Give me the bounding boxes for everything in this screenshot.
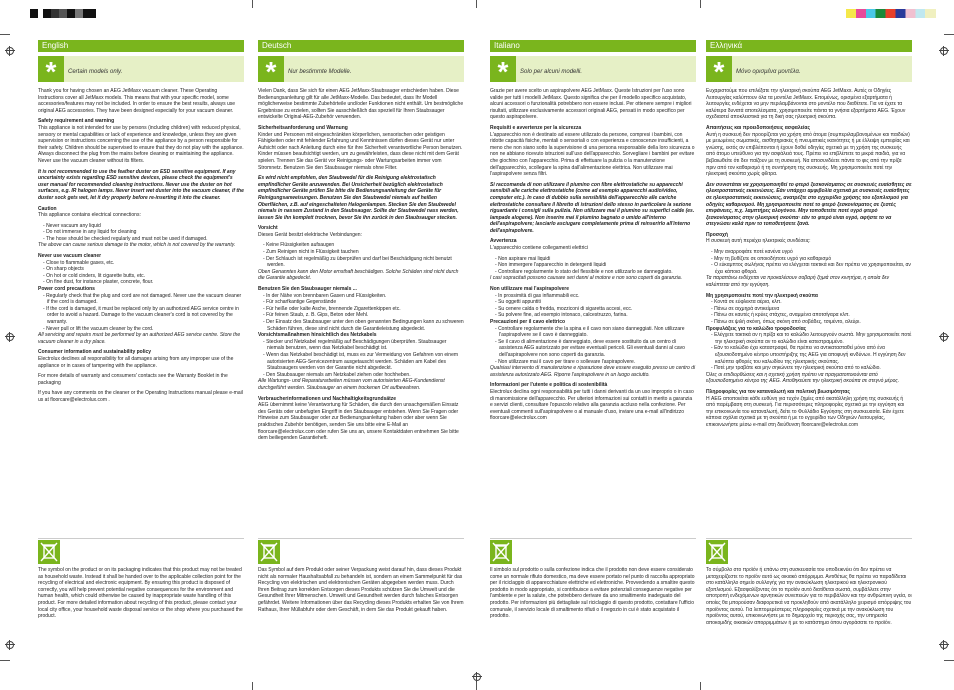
bullet-list <box>706 299 912 325</box>
section-heading: Avvertenza <box>490 238 517 245</box>
section-heading: Sicherheitsanforderung und Warnung <box>258 124 348 131</box>
list-item: - Πάνω σε αιχμηρά αντικείμενα <box>711 306 912 313</box>
list-item: - On hot or cold cinders, lit cigarette butts, etc. <box>43 273 244 280</box>
section-heading: Requisiti e avvertenze per la sicurezza <box>490 124 582 131</box>
bullet-list <box>258 293 464 333</box>
bullet-list <box>490 293 696 319</box>
bullet-list <box>706 332 912 372</box>
bullet-list <box>38 260 244 286</box>
section-heading: Non utilizzare mai l'aspirapolvere <box>490 286 569 293</box>
asterisk-icon: * <box>258 56 284 82</box>
color-calibration-bar-right <box>846 9 936 18</box>
models-note-text: Nur bestimmte Modelle. <box>288 69 352 75</box>
list-item: - Μην τη βυθίζετε σε οποιοδήποτε υγρό για καθαρισμό <box>711 256 912 263</box>
paragraph: Electrolux declines all responsibility for all damages arising from any improper use of the appliance or in cases of tampering with the appliance. <box>38 355 234 369</box>
models-note-text: Certain models only. <box>68 69 123 75</box>
list-item: - Controllare regolarmente che la spina e il cavo non siano danneggiati. Non utilizzare l'aspirapolvere se il cavo è danneggiato. <box>495 326 696 339</box>
list-item: - Keine Flüssigkeiten aufsaugen <box>263 242 464 249</box>
section-heading: Precauzioni per il cavo elettrico <box>490 319 566 325</box>
crop-mark <box>0 660 10 661</box>
column-english <box>38 40 244 408</box>
disposal-text: Το σύμβολο στο προϊόν ή επάνω στη συσκευασία του υποδεικνύει ότι δεν πρέπει να μεταχειρίζεστε το προϊόν αυτό ως οικιακό απόρριμμα. Αντιθέτως θα πρέπει να παραδίδεται στο κατάλληλο σημείο συλλογής για την ανακύκλωση ηλεκτρικού και ηλεκτρονικού εξοπλισμού. Εξασφαλίζοντας ότι το προϊόν αυτό διατίθεται σωστά, συμβάλλετε στην αποτροπή ενδεχόμενων αρνητικών συνεπειών για το περιβάλλον και την ανθρώπινη υγεία, οι οποίες θα μπορούσαν διαφορετικά να προκληθούν από ακατάλληλο χειρισμό απόρριψης του προϊόντος αυτού. Για λεπτομερέστερες πληροφορίες σχετικά με την ανακύκλωση του προϊόντος αυτού, επικοινωνήστε με το δημαρχείο της περιοχής σας, την υπηρεσία αποκομιδής οικιακών απορριμμάτων ή με το κατάστημα όπου αγοράσατε το προϊόν. <box>706 567 912 626</box>
paragraph: Ευχαριστούμε που επιλέξατε την ηλεκτρική σκούπα AEG JetMaxx. Αυτές οι Οδηγίες Λειτουργίας καλύπτουν όλα τα μοντέλα JetMaxx. Επομένως, ορισμένα εξαρτήματα ή λειτουργίες ενδέχεται να μην περιλαμβάνονται στο μοντέλο που διαθέτετε. Για να έχετε τα καλύτερα δυνατά αποτελέσματα, χρησιμοποιείτε πάντα τα γνήσια εξαρτήματα AEG. Έχουν σχεδιαστεί αποκλειστικά για τη δική σας ηλεκτρική σκούπα. <box>706 88 906 121</box>
registration-mark <box>939 46 949 56</box>
disposal-section-italiano <box>490 540 696 638</box>
paragraph: Dieses Gerät besitzt elektrische Verbindungen: <box>258 231 362 238</box>
section-heading: Απαιτήσεις και προειδοποιήσεις ασφαλείας <box>706 124 811 131</box>
section-divider <box>706 538 912 539</box>
paragraph: This appliance is not intended for use by persons (including children) with reduced physical, sensory or mental capabilities or lack of experience and knowledge, unless they are given supervision or instructions concerning the use of the appliance by a person responsible for their safety. Children should be supervised to ensure that they do not play with the appliance. Always disconnect the plug from the mains before cleaning or maintaining the appliance. Never use the vacuum cleaner without its filters. <box>38 124 244 164</box>
section-divider <box>38 538 244 539</box>
list-item: - Ο εύκαμπτος σωλήνας πρέπει να ελέγχεται τακτικά και δεν πρέπει να χρησιμοποιείται, αν έχει κάποια φθορά. <box>711 262 912 275</box>
bullet-list <box>258 242 464 268</box>
list-item: - Μην αναρροφάτε ποτέ κανένα υγρό <box>711 249 912 256</box>
list-item: - Für heiße oder kalte Asche, brennende Zigarettenkippen etc. <box>263 306 464 313</box>
crop-mark <box>700 682 701 690</box>
models-note-text: Μόνο ορισμένα μοντέλα. <box>736 69 801 75</box>
crossed-bin-icon <box>490 540 512 564</box>
disposal-text: Das Symbol auf dem Produkt oder seiner Verpackung weist darauf hin, dass dieses Produkt nicht als normaler Haushaltsabfall zu behandeln ist, sondern an einem Sammelpunkt für das Recycling von elektrischen und elektronischen Geräten abgegeben werden muss. Durch Ihren Beitrag zum korrekten Entsorgen dieses Produkts schützen Sie die Umwelt und die Gesundheit Ihrer Mitmenschen. Umwelt und Gesundheit werden durch falsches Entsorgen gefährdet. Weitere Informationen über das Recycling dieses Produkts erhalten Sie von Ihrem Rathaus, Ihrer Müllabfuhr oder dem Geschäft, in dem Sie das Produkt gekauft haben. <box>258 567 464 613</box>
crossed-bin-icon <box>258 540 280 564</box>
list-item: - Zum Reinigen nicht in Flüssigkeit tauchen <box>263 249 464 256</box>
list-item: - Non aspirare mai liquidi <box>495 256 696 263</box>
paragraph: Η AEG αποποιείται κάθε ευθύνη για τυχόν ζημίες από ακατάλληλη χρήση της συσκευής ή από παρέμβαση στη συσκευή. Για περισσότερες πληροφορίες σχετικά με την εγγύηση και την επικοινωνία του καταναλωτή, δείτε το Φυλλάδιο Εγγύησης στη συσκευασία. Εάν έχετε κάποια σχόλια σχετικά με τη σκούπα ή με το εγχειρίδιο των Οδηγιών Λειτουργίας, επικοινωνήστε μέσω e-mail στη διεύθυνση floorcare@electrolux.com <box>706 395 905 428</box>
registration-mark <box>939 332 949 342</box>
crop-mark <box>252 0 253 8</box>
disposal-text: The symbol on the product or on its packaging indicates that this product may not be treated as household waste. Instead it shall be handed over to the applicable collection point for the recycling of electrical and electronic equipment. By ensuring this product is disposed of correctly, you will help prevent potential negative consequences for the environment and human health, which could otherwise be caused by inappropriate waste handling of this product. For more detailed information about recycling of this product, please contact your local city office, your household waste disposal service or the shop where you purchased the product. <box>38 567 243 620</box>
bullet-list <box>258 339 464 379</box>
crossed-bin-icon <box>706 540 728 564</box>
bullet-list <box>38 223 244 243</box>
list-item: - Πάνω σε καυτές ή κρύες στάχτες, αναμμένα αποτσίγαρα κλπ. <box>711 312 912 319</box>
note-paragraph: Τα παραπάνω ενδέχεται να προκαλέσουν σοβαρή ζημιά στον κινητήρα, η οποία δεν καλύπτεται από την εγγύηση. <box>706 275 890 289</box>
crossed-bin-icon <box>38 540 60 564</box>
language-header: Italiano <box>490 40 696 52</box>
crop-mark <box>252 682 253 690</box>
language-header: English <box>38 40 244 52</box>
paragraph: Thank you for having chosen an AEG JetMaxx vacuum cleaner. These Operating Instructions cover all JetMaxx models. This means that with your specific model, some accessories/features may not be included. In order to ensure the best results, always use original AEG accessories. They have been designed especially for your vacuum cleaner. <box>38 88 236 114</box>
list-item: - Su cenere calda o fredda, mozziconi di sigaretta accesi, ecc. <box>495 306 696 313</box>
disposal-section-english <box>38 540 244 638</box>
section-heading: Safety requirement and warning <box>38 118 115 125</box>
list-item: - On sharp objects <box>43 266 244 273</box>
section-heading: Consumer information and sustainability policy <box>38 349 152 356</box>
list-item: - Se il cavo di alimentazione è danneggiato, deve essere sostituito da un centro di assistenza AEG autorizzato per evitare eventuali pericoli. Gli eventuali danni al cavo dell'aspirapolvere non sono coperti da garanzia. <box>495 339 696 359</box>
column-ellinika <box>706 40 912 433</box>
registration-mark <box>5 46 15 56</box>
list-item: - Controllare regolarmente lo stato del flessibile e non utilizzarlo se danneggiato. <box>495 269 696 276</box>
list-item: - Never vacuum any liquid <box>43 223 244 230</box>
section-heading: Προφυλάξεις για το καλώδιο τροφοδοσίας <box>706 325 807 332</box>
models-note <box>490 56 696 87</box>
paragraph: Kinder und Personen mit eingeschränkten körperlichen, sensorischen oder geistigen Fähigkeiten oder mit fehlender Erfahrung und Kenntnissen dürfen dieses Gerät nur unter Aufsicht oder nach Anleitung durch eine für ihre Sicherheit verantwortliche Person benutzen. Kinder müssen beaufsichtigt werden, um zu gewährleisten, dass diese nicht mit dem Gerät spielen. Trennen Sie das Gerät vor Reinigungs- oder Wartungsarbeiten immer vom Stromnetz. Benutzen Sie den Staubsauger niemals ohne Filter. <box>258 131 463 171</box>
paragraph: Αυτή η συσκευή δεν προορίζεται για χρήση από άτομα (συμπεριλαμβανομένων και παιδιών) με μειωμένες σωματικές, αισθητηριακές ή πνευματικές ικανότητες ή με έλλειψη εμπειρίας και γνώσης, εκτός αν επιβλέπονται ή έχουν δοθεί οδηγίες σχετικά με τη χρήση της συσκευής από άτομο υπεύθυνο για την ασφάλειά τους. Πρέπει να επιβλέπετε τα μικρά παιδιά, για να βεβαιωθείτε ότι δεν παίζουν με τη συσκευή. Να αποσυνδέετε πάντα το φις από την πρίζα πριν από τον καθαρισμό ή τη συντήρηση της συσκευής. Μη χρησιμοποιείτε ποτέ την ηλεκτρική σκούπα χωρίς φίλτρα. <box>706 131 910 178</box>
models-note-text: Solo per alcuni modelli. <box>520 69 583 75</box>
warning-paragraph: Δεν συνιστάται να χρησιμοποιηθεί το φτερό ξεσκονίσματος σε συσκευές ευαίσθητες σε ηλεκτροστατικές εκκενώσεις. Εάν υπάρχει αμφιβολία σχετικά με συσκευές ευαίσθητες σε ηλεκτροστατικές εκκενώσεις, ανατρέξτε στο εγχειρίδιο χρήσης του εξοπλισμού για οδηγίες καθαρισμού. Μη χρησιμοποιείτε ποτέ το φτερό ξεσκονίσματος σε ζεστές επιφάνειες, π.χ. λαμπτήρες αλογόνου. Μην τοποθετείτε ποτέ υγρό φτερό ξεσκονίσματος στην ηλεκτρική σκούπα· εάν το φτερό είναι υγρό, αφήστε το να στεγνώσει καλά πριν το τοποθετήσετε ξανά. <box>706 181 912 228</box>
list-item: - On fine dust, for instance plaster, concrete, flour. <box>43 279 244 286</box>
list-item: - In prossimità di gas infiammabili ecc. <box>495 293 696 300</box>
registration-mark <box>5 332 15 342</box>
column-body <box>706 88 912 429</box>
column-italiano <box>490 40 696 426</box>
list-item: - Regularly check that the plug and cord are not damaged. Never use the vacuum cleaner if the cord is damaged. <box>43 293 244 306</box>
section-heading: Informazioni per l'utente e politica di sostenibilità <box>490 382 608 389</box>
paragraph: AEG übernimmt keine Verantwortung für Schäden, die durch den unsachgemäßen Einsatz des Geräts oder unbefugten Eingriff in den Staubsauger entstehen. Wenn Sie Fragen oder Hinweise zum Staubsauger oder zur Bedienungsanleitung haben oder aber wenn Sie praktisches Zubehör benötigen, senden Sie uns bitte eine E-Mail an floorcare@electrolux.com oder rufen Sie uns an, unsere Kontaktdaten entnehmen Sie bitte dem beiliegenden Garantieheft. <box>258 402 459 442</box>
column-body <box>490 88 696 422</box>
list-item: - Close to flammable gases, etc. <box>43 260 244 267</box>
paragraph: This appliance contains electrical connections: <box>38 212 141 219</box>
asterisk-icon: * <box>706 56 732 82</box>
section-heading: Vorsicht <box>258 225 278 232</box>
crop-mark <box>476 682 477 690</box>
list-item: - Stecker und Netzkabel regelmäßig auf Beschädigungen überprüfen. Staubsauger niemals benutzen, wenn das Netzkabel beschädigt ist. <box>263 339 464 352</box>
paragraph: L'apparecchio non è destinato ad essere utilizzato da persone, compresi i bambini, con ridotte capacità fisiche, mentali o sensoriali o con esperienza e conoscenze insufficienti, a meno che non siano sotto la supervisione di una persona responsabile della loro sicurezza o non ne abbiano ricevuto istruzioni sull'uso dell'apparecchio. Sorvegliare i bambini per evitare che giochino con l'apparecchio. Prima di effettuare la pulizia o la manutenzione dell'apparecchio, scollegare la spina dall'alimentazione elettrica. Non utilizzare mai l'aspirapolvere senza filtri. <box>490 131 695 178</box>
list-item: - Πάνω σε ψιλή σκόνη, όπως σκόνη από σοβάδες, τσιμέντο, αλεύρι. <box>711 319 912 326</box>
models-note <box>258 56 464 87</box>
note-paragraph: Qualsiasi intervento di manutenzione e riparazione deve essere eseguito presso un centro di assistenza autorizzato AEG. Riporre l'aspirapolvere in un luogo asciutto. <box>490 365 696 378</box>
color-calibration-bar-left <box>30 9 96 18</box>
asterisk-icon: * <box>490 56 516 82</box>
bullet-list <box>490 256 696 276</box>
list-item: - Never pull or lift the vacuum cleaner by the cord. <box>43 326 244 333</box>
paragraph: Grazie per avere scelto un aspirapolvere AEG JetMaxx. Queste Istruzioni per l'uso sono valide per tutti i modelli JetMaxx. Questo significa che per il modello specifico acquistato, alcuni accessori o funzionalità potrebbero non essere inclusi. Per ottenere sempre i migliori risultati, utilizzare esclusivamente accessori originali AEG, pensati in modo specifico per questo aspirapolvere. <box>490 88 692 121</box>
disposal-text: Il simbolo sul prodotto o sulla confezione indica che il prodotto non deve essere considerato come un normale rifiuto domestico, ma deve essere portato nel punto di raccolta appropriato per il riciclaggio di apparecchiature elettriche ed elettroniche. Provvedendo a smaltire questo prodotto in modo appropriato, si contribuisce a evitare potenziali conseguenze negative per l'ambiente e per la salute, che potrebbero derivare da uno smaltimento inadeguato del prodotto. Per informazioni più dettagliate sul riciclaggio di questo prodotto, contattare l'ufficio comunale, il servizio locale di smaltimento rifiuti o il negozio in cui è stato acquistato il prodotto. <box>490 567 695 620</box>
language-header: Deutsch <box>258 40 464 52</box>
warning-paragraph: Si raccomanda di non utilizzare il piumino con fibre elettrostatiche su apparecchi sensibili alle cariche elettrostatiche (come ad esempio apparecchi audio/video, computer etc.). In caso di dubbio sulla sensibilità dell'apparecchio alle cariche elettrostatiche consultare il libretto di istruzioni dello stesso in particolare la sezione riguardante i consigli sulla pulizia. Non utilizzare mai il piumino su superfici calde (es. lampade alogene). Non inserire mai il piumino bagnato o umido all'interno dell'aspirapolvere; lasciarlo asciugare completamente prima di reinserirlo all'interno dell'aspirapolvere. <box>490 181 695 234</box>
paragraph: Electrolux declina ogni responsabilità per tutti i danni derivanti da un uso improprio o in caso di manomissione dell'apparecchio. Per ulteriori informazioni sui contatti in merito a garanzia e servizi clienti, consultare l'opuscolo relativo alla garanzia accluso nella confezione. Per eventuali commenti sull'aspirapolvere o al manuale d'uso, inviare una e-mail all'indirizzo floorcare@electrolux.com <box>490 388 694 422</box>
models-note <box>706 56 912 87</box>
section-heading: Power cord precautions <box>38 286 95 293</box>
list-item: - Do not immerse in any liquid for cleaning <box>43 229 244 236</box>
list-item: - Ελέγχετε τακτικά αν η πρίζα και το καλώδιο λειτουργούν σωστά. Μην χρησιμοποιείτε ποτέ την ηλεκτρική σκούπα αν το καλώδιο είναι κατεστραμμένο. <box>711 332 912 345</box>
section-heading: Verbraucherinformationen und Nachhaltigkeitsgrundsätze <box>258 395 397 402</box>
list-item: - Non utilizzare mai il cavo per tirare o sollevare l'aspirapolvere. <box>495 359 696 366</box>
asterisk-icon: * <box>38 56 64 82</box>
list-item: - Su oggetti appuntiti <box>495 299 696 306</box>
list-item: - Der Einsatz des Staubsauger unter den oben genannten Bedingungen kann zu schweren Schäden führen, diese sind nicht durch die Garantieleistung abgedeckt. <box>263 319 464 332</box>
registration-mark <box>5 640 15 650</box>
note-paragraph: Όλες οι επιδιορθώσεις και η σχετική χρήση πρέπει να πραγματοποιούνται από εξουσιοδοτημένο κέντρο της AEG. Αποθηκεύετε την ηλεκτρική σκούπα σε στεγνό μέρος. <box>706 371 900 385</box>
list-item: - The hose should be checked regularly and must not be used if damaged. <box>43 236 244 243</box>
list-item: - Κοντά σε εύφλεκτα αέρια, κλπ. <box>711 299 912 306</box>
bullet-list <box>38 293 244 333</box>
crop-mark <box>944 660 954 661</box>
registration-mark <box>939 640 949 650</box>
note-paragraph: The above can cause serious damage to the motor, which is not covered by the warranty. <box>38 242 236 249</box>
note-paragraph: Oben Genanntes kann den Motor ernsthaft beschädigen. Solche Schäden sind nicht durch die Garantie abgedeckt. <box>258 268 459 282</box>
bullet-list <box>706 249 912 275</box>
section-heading: Πληροφορίες για τον καταναλωτή και πολιτική βιωσιμότητας <box>706 388 850 395</box>
note-paragraph: Alle Wartungs- und Reparaturarbeiten müssen vom autorisierten AEG-Kundendienst durchgeführt werden. Staubsauger an einem trockenen Ort aufbewahren. <box>258 378 445 391</box>
section-heading: Vorsichtsmaßnahmen hinsichtlich des Netzkabels <box>258 332 377 339</box>
warning-paragraph: Es wird nicht empfohlen, den Staubwedel für die Reinigung elektrostatisch empfindlicher Geräte anzuwenden. Bei Unsicherheit bezüglich elektrostatisch empfindlicher Geräte prüfen Sie bitte die Bedienungsanleitung der Geräte für Reinigungsanweisungen. Benutzen Sie den Staubwedel niemals auf heißen Oberflächen, z.B. auf eingeschalteten Halogenlampen. Stecken Sie den Staubwedel niemals in nassem Zustand in den Staubsauger. Sollte der Staubwedel nass werden, lassen Sie ihn komplett trocknen, bevor Sie ihn zurück in den Staubsauger stecken. <box>258 175 459 221</box>
paragraph: If you have any comments on the cleaner or the Operating Instructions manual please e-mail us at floorcare@electrolux.com . <box>38 390 243 403</box>
crop-mark <box>944 34 954 35</box>
list-item: - Non immergere l'apparecchio in detergenti liquidi <box>495 262 696 269</box>
list-item: - Su polvere fine, ad esempio intonaco, calcestruzzo, farina. <box>495 312 696 319</box>
disposal-section-ellinika <box>706 540 912 638</box>
list-item: - In der Nähe von brennbaren Gasen und Flüssigkeiten. <box>263 293 464 300</box>
column-body <box>258 88 464 442</box>
paragraph: For more details of warranty and consumers' contacts see the Warranty Booklet in the packaging <box>38 373 228 386</box>
list-item: - Der Schlauch ist regelmäßig zu überprüfen und darf bei Beschädigung nicht benutzt werden. <box>263 256 464 269</box>
column-body <box>38 88 244 404</box>
bullet-list <box>490 326 696 366</box>
note-paragraph: All servicing and repairs must be performed by an authorized AEG service centre. Store the vacuum cleaner in a dry place. <box>38 332 241 345</box>
models-note <box>38 56 244 87</box>
language-header: Ελληνικά <box>706 40 912 52</box>
paragraph: L'apparecchio contiene collegamenti elettrici <box>490 245 588 252</box>
section-divider <box>490 538 696 539</box>
section-heading: Caution <box>38 205 57 212</box>
paragraph: Vielen Dank, dass Sie sich für einen AEG JetMaxx-Staubsauger entschieden haben. Diese Bedienungsanleitung gilt für alle JetMaxx-Modelle. Das bedeutet, dass Ihr Modell möglicherweise bestimmte Zubehörteile und/oder Funktionen nicht enthält. Um bestmögliche Ergebnisse zu erzielen, sollten Sie ausschließlich das speziell für Ihren Staubsauger entwickelte Original-AEG-Zubehör verwenden. <box>258 88 464 121</box>
crop-mark <box>476 0 477 8</box>
paragraph: Η συσκευή αυτή περιέχει ηλεκτρικές συνδέσεις: <box>706 238 811 245</box>
section-heading: Benutzen Sie den Staubsauger niemals ... <box>258 286 357 293</box>
list-item: - Wenn das Netzkabel beschädigt ist, muss es zur Vermeidung von Gefahren von einem autorisierten AEG-Servicezentrum ausgetauscht werden. Schäden am Kabel des Staubsaugers werden von der Garantie nicht abgedeckt. <box>263 352 464 372</box>
list-item: - If the cord is damaged, it must be replaced only by an authorized AEG service centre in order to avoid a hazard. Damage to the vacuum cleaner's cord is not covered by the warranty. <box>43 306 244 326</box>
warning-paragraph: It is not recommended to use the feather duster on ESD sensitive equipment. If any uncertainty exists regarding ESD sensitive devices, please check the equipment's user manual for recommended cleaning instructions. Never use the duster on hot surfaces, e.g. IR halogen lamps. Never insert wet duster into the vacuum cleaner, if the duster sock gets wet, let it dry properly before re-inserting it into the cleaner. <box>38 168 244 201</box>
note-paragraph: I casi sopracitati possono causare seri danni al motore e non sono coperti da garanzia. <box>490 275 683 282</box>
section-divider <box>258 538 464 539</box>
list-item: - Den Staubsauger niemals am Netzkabel ziehen oder hochheben. <box>263 372 464 379</box>
list-item: - Für scharfkantige Gegenstände <box>263 299 464 306</box>
list-item: - Εάν το καλώδιο έχει καταστραφεί, θα πρέπει να αντικατασταθεί μόνο από ένα εξουσιοδοτημένο κέντρο υποστήριξης της AEG για αποφυγή κινδύνων. Η εγγύηση δεν καλύπτει φθορές του καλωδίου της ηλεκτρικής σκούπας. <box>711 345 912 365</box>
crop-mark <box>0 34 10 35</box>
section-heading: Never use vacuum cleaner <box>38 253 102 260</box>
registration-mark <box>472 672 482 682</box>
column-deutsch <box>258 40 464 446</box>
section-heading: Μη χρησιμοποιείτε ποτέ την ηλεκτρική σκούπα <box>706 292 818 299</box>
section-heading: Προσοχή <box>706 231 728 238</box>
list-item: - Für feinen Staub, z. B. Gips, Beton oder Mehl. <box>263 312 464 319</box>
disposal-section-deutsch <box>258 540 464 638</box>
crop-mark <box>700 0 701 8</box>
list-item: - Ποτέ μην τραβάτε και μην σηκώνετε την ηλεκτρική σκούπα από το καλώδιο. <box>711 365 912 372</box>
